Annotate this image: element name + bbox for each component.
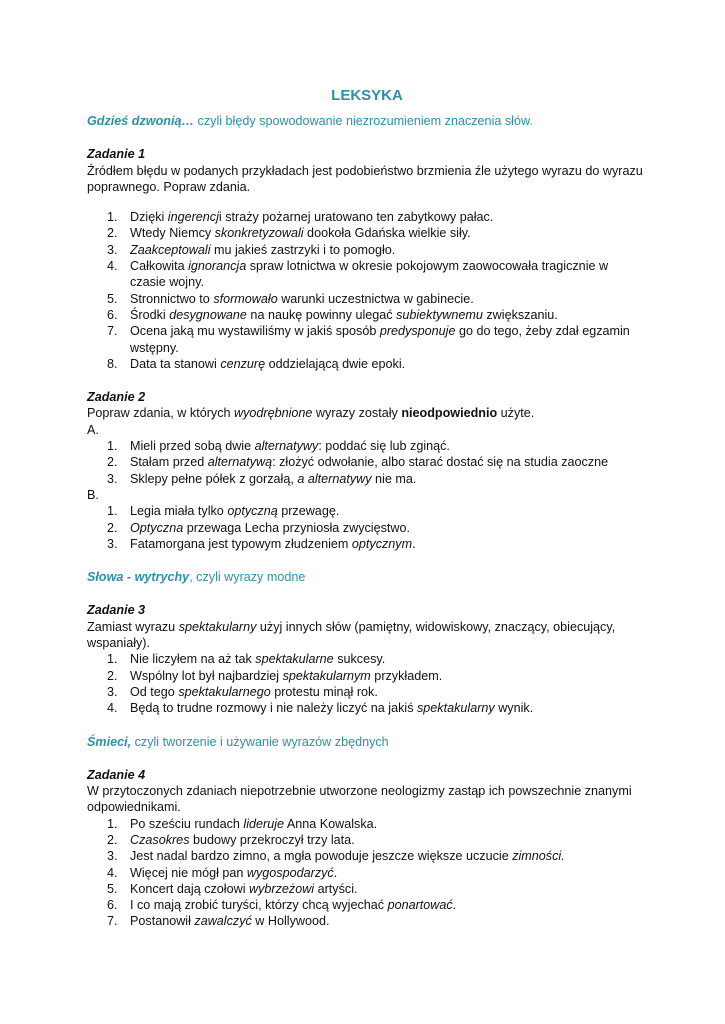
task-4-title: Zadanie 4 <box>87 767 146 782</box>
task-3-title: Zadanie 3 <box>87 603 146 618</box>
task-2-list-a <box>87 438 647 487</box>
list-item: 2. Stałam przed alternatywą: złożyć odwołanie, albo starać dostać się na studia zaoczne <box>107 455 609 470</box>
task-1-list <box>87 209 647 372</box>
task-2-list-b <box>87 503 647 552</box>
section-heading-slowa-wytrychy: Słowa - wytrychy, czyli wyrazy modne <box>87 570 306 585</box>
task-3-list <box>87 651 647 716</box>
list-item: 2. Wspólny lot był najbardziej spektakularnym przykładem. <box>107 668 443 683</box>
list-item: 1. Mieli przed sobą dwie alternatywy: poddać się lub zginąć. <box>107 439 450 454</box>
list-item: 7. Postanowił zawalczyć w Hollywood. <box>107 914 330 929</box>
list-item: 2. Czasokres budowy przekroczył trzy lata. <box>107 832 355 847</box>
list-item: 4. Całkowita ignorancja spraw lotnictwa w okresie pokojowym zaowocowała tragicznie w czasie wojny. <box>107 259 609 290</box>
list-item: 3. Sklepy pełne półek z gorzałą, a alternatywy nie ma. <box>107 471 417 486</box>
list-item: 1. Dzięki ingerencji straży pożarnej uratowano ten zabytkowy pałac. <box>107 210 494 225</box>
list-item: 1. Nie liczyłem na aż tak spektakularne sukcesy. <box>107 652 386 667</box>
list-item: 5. Koncert dają czołowi wybrzeżowi artyści. <box>107 881 358 896</box>
list-item: 7. Ocena jaką mu wystawiliśmy w jakiś sposób predysponuje go do tego, żeby zdał egzamin wstępny. <box>107 324 630 355</box>
list-item: 6. I co mają zrobić turyści, którzy chcą wyjechać ponartować. <box>107 898 457 913</box>
list-item: 3. Od tego spektakularnego protestu minął rok. <box>107 684 378 699</box>
task-4-instruction: W przytoczonych zdaniach niepotrzebnie utworzone neologizmy zastąp ich powszechnie znanymi odpowiednikami. <box>87 784 632 815</box>
list-item: 4. Więcej nie mógł pan wygospodarzyć. <box>107 865 338 880</box>
task-2-instruction: Popraw zdania, w których wyodrębnione wyrazy zostały nieodpowiednio użyte. <box>87 406 535 421</box>
list-item: 3. Fatamorgana jest typowym złudzeniem optycznym. <box>107 536 416 551</box>
task-1-instruction: Źródłem błędu w podanych przykładach jest podobieństwo brzmienia źle użytego wyrazu do wyrazu poprawnego. Popraw zdania. <box>87 163 643 194</box>
document-content <box>87 86 647 930</box>
list-item: 2. Wtedy Niemcy skonkretyzowali dookoła Gdańska wielkie siły. <box>107 226 471 241</box>
section-heading-smieci: Śmieci, czyli tworzenie i używanie wyrazów zbędnych <box>87 734 389 749</box>
page-title: LEKSYKA <box>331 87 403 104</box>
task-2-part-b-label: B. <box>87 487 99 502</box>
task-1-title: Zadanie 1 <box>87 147 146 162</box>
list-item: 3. Jest nadal bardzo zimno, a mgła powoduje jeszcze większe uczucie zimności. <box>107 849 565 864</box>
task-3-instruction: Zamiast wyrazu spektakularny użyj innych słów (pamiętny, widowiskowy, znaczący, obiecujący, wspaniały). <box>87 619 616 651</box>
list-item: 6. Środki desygnowane na naukę powinny ulegać subiektywnemu zwiększaniu. <box>107 307 558 322</box>
list-item: 8. Data ta stanowi cenzurę oddzielającą dwie epoki. <box>107 356 406 371</box>
list-item: 4. Będą to trudne rozmowy i nie należy liczyć na jakiś spektakularny wynik. <box>107 701 534 716</box>
task-2-title: Zadanie 2 <box>87 390 146 405</box>
list-item: 1. Legia miała tylko optyczną przewagę. <box>107 504 340 519</box>
list-item: 5. Stronnictwo to sformowało warunki uczestnictwa w gabinecie. <box>107 291 474 306</box>
task-4-list <box>87 816 647 930</box>
list-item: 2. Optyczna przewaga Lecha przyniosła zwycięstwo. <box>107 520 410 535</box>
task-2-part-a-label: A. <box>87 422 99 437</box>
section-heading-gdzies-dzwonia: Gdzieś dzwonią… czyli błędy spowodowanie niezrozumieniem znaczenia słów. <box>87 114 533 128</box>
list-item: 1. Po sześciu rundach lideruje Anna Kowalska. <box>107 816 378 831</box>
list-item: 3. Zaakceptowali mu jakieś zastrzyki i to pomogło. <box>107 242 396 257</box>
